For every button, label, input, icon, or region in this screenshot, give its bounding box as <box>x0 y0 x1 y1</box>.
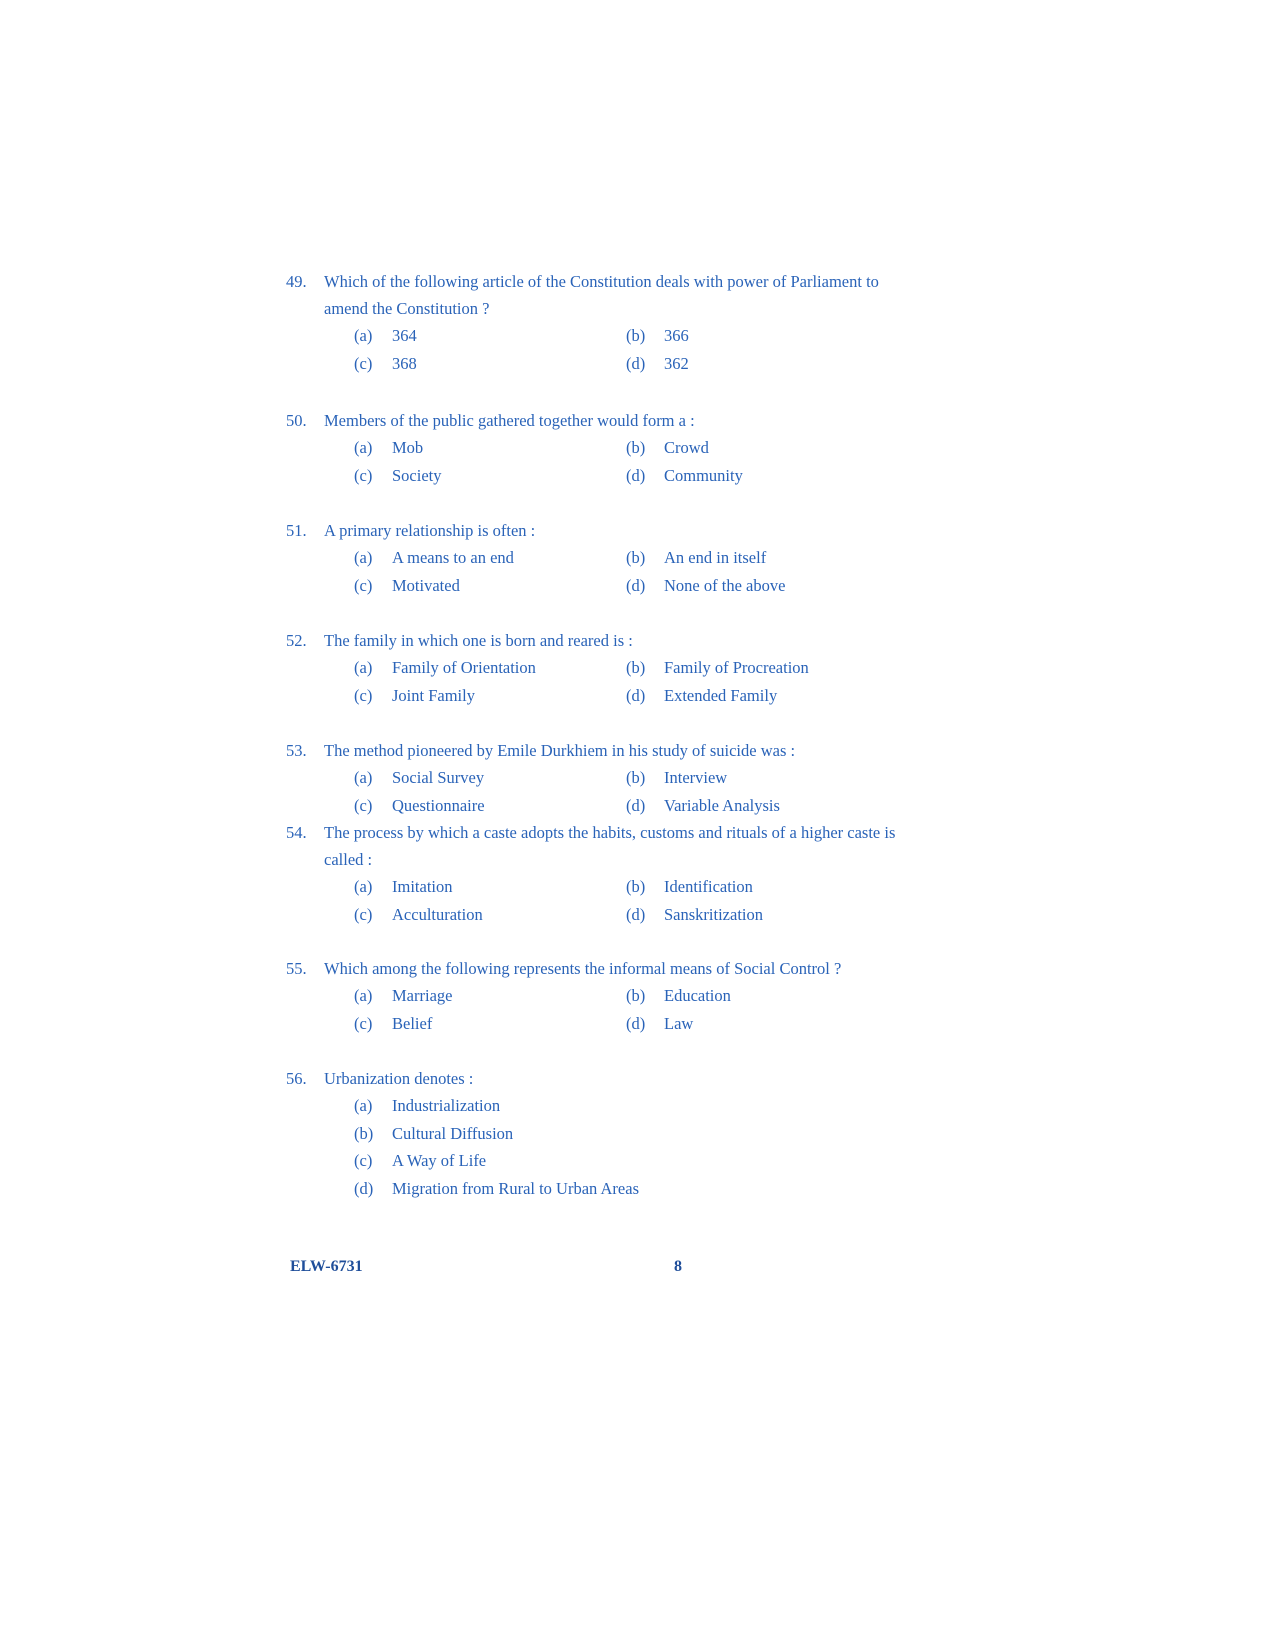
option-text: Migration from Rural to Urban Areas <box>392 1178 639 1198</box>
question-text: The method pioneered by Emile Durkhiem in his study of suicide was : <box>324 741 796 760</box>
option-label: (d) <box>626 575 646 595</box>
options-grid <box>354 544 906 599</box>
option-label: (b) <box>626 326 646 345</box>
option-label: (b) <box>626 768 646 787</box>
option-text: Extended Family <box>664 685 778 705</box>
option-b <box>626 434 886 462</box>
option-label: (c) <box>354 685 373 705</box>
option-a <box>354 1092 874 1120</box>
option-a <box>354 982 626 1010</box>
option-d <box>354 1175 874 1203</box>
option-text: Social Survey <box>392 768 485 787</box>
option-text: 362 <box>664 353 689 373</box>
options-list <box>354 1092 906 1202</box>
question-56 <box>286 1065 906 1202</box>
option-a <box>354 544 626 572</box>
option-c <box>354 1147 874 1175</box>
option-text: Imitation <box>392 877 453 896</box>
option-label: (a) <box>354 1096 373 1115</box>
options-grid <box>354 434 906 489</box>
option-text: 368 <box>392 353 417 373</box>
question-text: The process by which a caste adopts the habits, customs and rituals of a higher caste is called : <box>324 823 896 869</box>
option-text: Joint Family <box>392 685 475 705</box>
question-52 <box>286 627 906 709</box>
option-text: Identification <box>664 877 753 896</box>
option-b <box>626 764 886 792</box>
option-text: Law <box>664 1013 694 1033</box>
option-a <box>354 322 626 350</box>
question-number: 51. <box>286 521 307 540</box>
option-text: 366 <box>664 326 689 345</box>
option-b <box>626 982 886 1010</box>
option-d <box>626 901 886 929</box>
option-c <box>354 682 626 710</box>
question-text: Which among the following represents the informal means of Social Control ? <box>324 959 842 978</box>
option-label: (b) <box>626 986 646 1005</box>
option-text: Questionnaire <box>392 795 485 815</box>
question-number: 54. <box>286 823 307 842</box>
option-c <box>354 350 626 378</box>
option-d <box>626 1010 886 1038</box>
option-text: Crowd <box>664 438 709 457</box>
option-label: (a) <box>354 768 373 787</box>
option-label: (c) <box>354 795 373 815</box>
option-b <box>626 654 886 682</box>
option-text: Society <box>392 465 442 485</box>
option-label: (a) <box>354 877 373 896</box>
question-49 <box>286 268 906 377</box>
option-label: (c) <box>354 1013 373 1033</box>
option-b <box>626 544 886 572</box>
option-text: A means to an end <box>392 548 514 567</box>
option-a <box>354 764 626 792</box>
question-number: 52. <box>286 631 307 650</box>
option-text: Belief <box>392 1013 433 1033</box>
option-label: (b) <box>626 877 646 896</box>
question-number: 50. <box>286 411 307 430</box>
option-text: Mob <box>392 438 424 457</box>
option-b <box>626 322 886 350</box>
option-d <box>626 682 886 710</box>
option-text: Industrialization <box>392 1096 501 1115</box>
option-label: (a) <box>354 986 373 1005</box>
page-number: 8 <box>674 1258 682 1275</box>
option-a <box>354 434 626 462</box>
option-text: Variable Analysis <box>664 795 780 815</box>
option-text: Cultural Diffusion <box>392 1123 514 1143</box>
option-text: Sanskritization <box>664 904 763 924</box>
option-label: (c) <box>354 353 373 373</box>
option-c <box>354 901 626 929</box>
option-text: Motivated <box>392 575 460 595</box>
option-text: Family of Orientation <box>392 658 536 677</box>
option-b <box>626 873 886 901</box>
option-text: Marriage <box>392 986 453 1005</box>
option-label: (d) <box>626 904 646 924</box>
question-54 <box>286 819 906 928</box>
option-b <box>354 1120 874 1148</box>
question-text: Which of the following article of the Constitution deals with power of Parliament to amend the Constitution ? <box>324 272 879 318</box>
paper-code: ELW-6731 <box>290 1258 363 1275</box>
option-label: (a) <box>354 658 373 677</box>
question-50 <box>286 407 906 489</box>
question-text: Urbanization denotes : <box>324 1069 474 1088</box>
question-number: 49. <box>286 272 307 291</box>
options-grid <box>354 982 906 1037</box>
option-label: (b) <box>626 548 646 567</box>
option-label: (b) <box>626 438 646 457</box>
options-grid <box>354 764 906 819</box>
options-grid <box>354 322 906 377</box>
option-label: (c) <box>354 1151 373 1170</box>
option-d <box>626 792 886 820</box>
option-text: Acculturation <box>392 904 483 924</box>
question-number: 56. <box>286 1069 307 1088</box>
question-53 <box>286 737 906 819</box>
option-label: (d) <box>626 353 646 373</box>
option-label: (c) <box>354 575 373 595</box>
question-number: 55. <box>286 959 307 978</box>
option-label: (d) <box>626 1013 646 1033</box>
option-d <box>626 350 886 378</box>
options-grid <box>354 873 906 928</box>
option-label: (c) <box>354 465 373 485</box>
option-label: (c) <box>354 904 373 924</box>
option-c <box>354 792 626 820</box>
option-a <box>354 873 626 901</box>
option-label: (b) <box>354 1123 374 1143</box>
option-d <box>626 462 886 490</box>
option-label: (d) <box>354 1178 374 1198</box>
option-label: (a) <box>354 548 373 567</box>
option-text: 364 <box>392 326 417 345</box>
option-c <box>354 462 626 490</box>
option-text: Education <box>664 986 731 1005</box>
option-label: (d) <box>626 465 646 485</box>
option-text: Community <box>664 465 743 485</box>
option-d <box>626 572 886 600</box>
question-text: Members of the public gathered together would form a : <box>324 411 695 430</box>
option-a <box>354 654 626 682</box>
option-text: A Way of Life <box>392 1151 487 1170</box>
option-label: (d) <box>626 685 646 705</box>
option-label: (b) <box>626 658 646 677</box>
option-text: None of the above <box>664 575 786 595</box>
option-c <box>354 572 626 600</box>
option-text: Interview <box>664 768 728 787</box>
question-55 <box>286 955 906 1037</box>
option-text: Family of Procreation <box>664 658 809 677</box>
option-label: (d) <box>626 795 646 815</box>
option-label: (a) <box>354 438 373 457</box>
question-text: The family in which one is born and reared is : <box>324 631 633 650</box>
option-text: An end in itself <box>664 548 767 567</box>
option-c <box>354 1010 626 1038</box>
question-text: A primary relationship is often : <box>324 521 536 540</box>
option-label: (a) <box>354 326 373 345</box>
options-grid <box>354 654 906 709</box>
question-51 <box>286 517 906 599</box>
question-number: 53. <box>286 741 307 760</box>
